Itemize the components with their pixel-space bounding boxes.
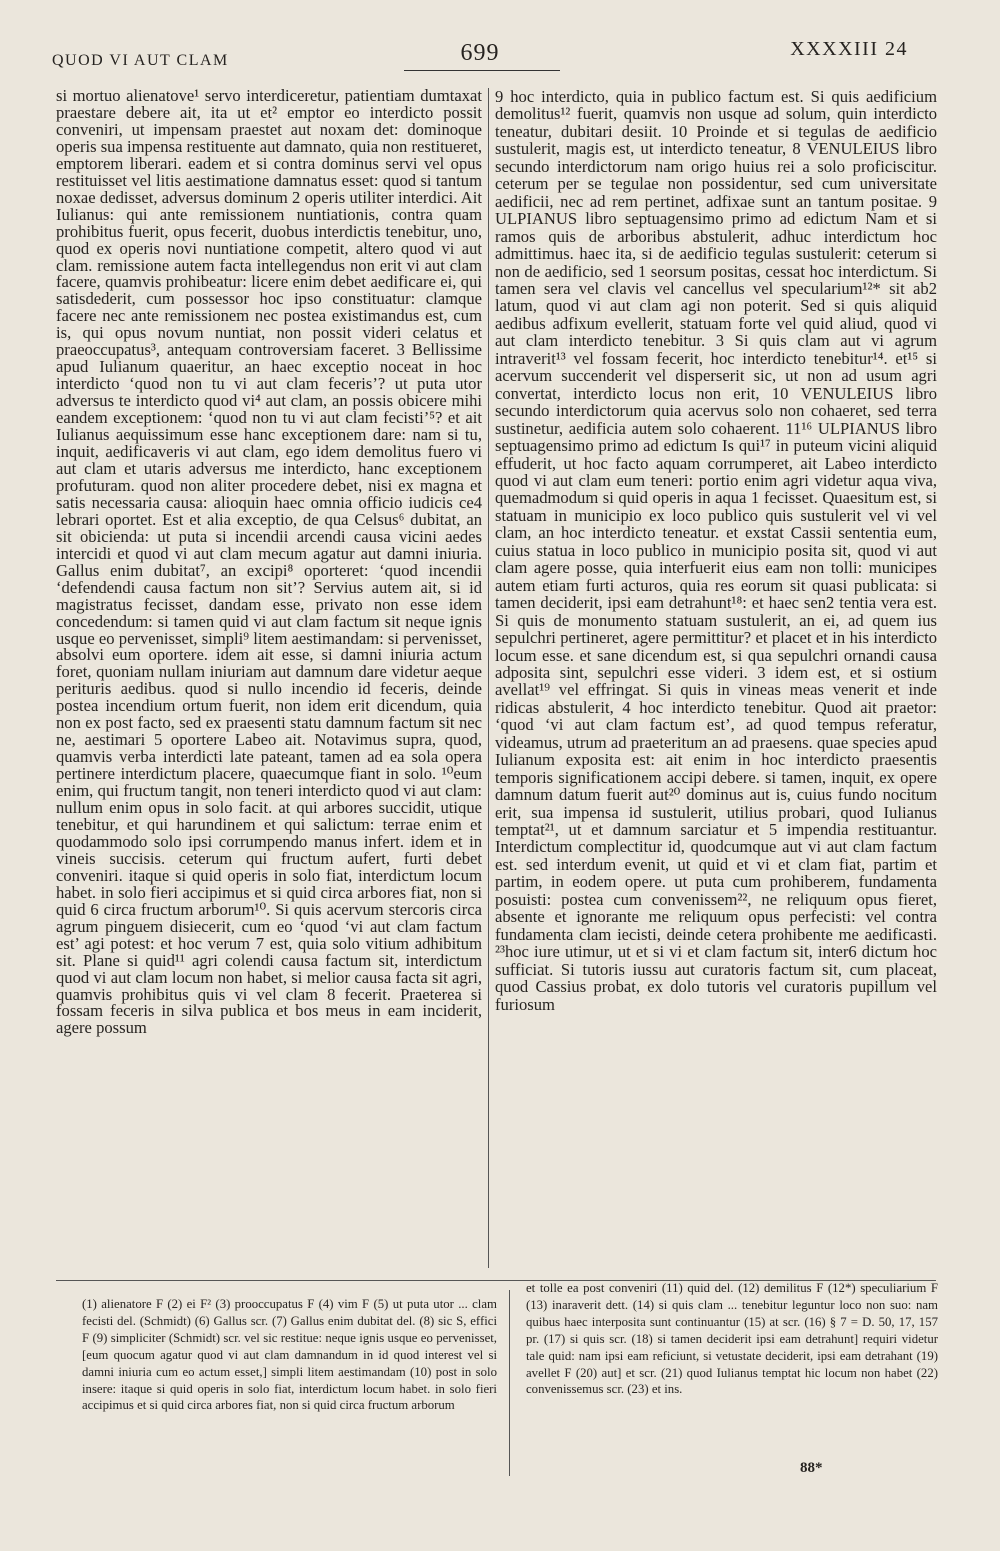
footnote-divider (509, 1290, 510, 1476)
column-divider (488, 88, 489, 1268)
footnotes-left (82, 1296, 497, 1414)
page-number: 699 (460, 40, 500, 66)
footnotes-right-text: et tolle ea post conveniri (11) quid del. (12) demilitus F (12*) speculiarium F (13) inaraverit dett. (14) si quis clam ... tenebitur leguntur loco non suo: nam quibus haec interposita sunt continuantur (15) at scr. (16) § 7 = D. 50, 17, 157 pr. (17) si quis scr. (18) si tamen deciderit ipsi eam detrahunt] requiri videtur tale quid: nam ipsi eam reficiunt, si vetustate deciderit, ipsi eam detrahant (19) avellet F (20) aut] et scr. (21) quod Iulianus temptat hic locum non habet (22) convenissemus scr. (23) et ins. (526, 1281, 938, 1397)
signature-mark: 88* (800, 1460, 823, 1476)
left-text-column (56, 88, 482, 1037)
section-reference: XXXXIII 24 (790, 38, 908, 60)
running-title: QUOD VI AUT CLAM (52, 52, 229, 69)
footnotes-left-text: (1) alienatore F (2) ei F² (3) prooccupatus F (4) vim F (5) ut puta utor ... clam fecisti del. (Schmidt) (6) Gallus scr. (7) Gallus enim dubitat del. (8) sic S, effici F (9) simpliciter (Schmidt) scr. vel sic restitue: neque ignis usque eo pervenisset, [eum quocum agatur quod vi aut clam damnandum in id quod interest vel si damni iniuria cum eo actum esset,] simpli litem aestimandam (10) post in solo insere: itaque si quid operis in solo fiat, interdictum locum habet. in solo fieri accipimus et si quid circa arbores fiat, non si quid circa fructum arborum (82, 1297, 497, 1413)
right-text-column (495, 88, 937, 1013)
right-column-text: 9 hoc interdicto, quia in publico factum est. Si quis aedificium demolitus¹² fuerit, quamvis non usque ad solum, quin interdicto teneatur, dubitari desiit. 10 Proinde et si tegulas de aedificio sustulerit, magis est, ut interdicto teneatur, 8 VENULEIUS libro secundo interdictorum nam origo huius rei a solo proficiscitur. ceterum per se tegulae non possidentur, sed cum universitate aedificii, nec ad rem pertinet, adfixae sunt an tantum positae. 9 ULPIANUS libro septuagensimo primo ad edictum Nam et si ramos quis de arboribus abstulerit, adhuc interdictum hoc admittimus. haec ita, si de aedificio tegulas sustulerit: ceterum si non de aedificio, sed 1 seorsum positas, cessat hoc interdictum. Si tamen sera vel clavis vel cancellus vel specularium¹²* sit ab2 latum, quod vi aut clam agi non poterit. Sed si quis aliquid aedibus adfixum evellerit, statuam forte vel quid aliud, quod vi aut clam interdicto tenebitur. 3 Si quis clam aut vi agrum intraverit¹³ vel fossam fecerit, hoc interdicto tenebitur¹⁴. et¹⁵ si acervum succenderit vel disperserit sic, ut non ad usum agri convertat, interdicto locus non erit, 10 VENULEIUS libro secundo interdictorum quia acervus solo non cohaeret, sed terra sustinetur, aedificia autem solo cohaerent. 11¹⁶ ULPIANUS libro septuagensimo primo ad edictum Is qui¹⁷ in puteum vicini aliquid effuderit, ut hoc facto aquam corrumperet, ait Labeo interdicto quod vi aut clam eum teneri: portio enim agri videtur aqua viva, quemadmodum si quid operis in aqua 1 fecisset. Quaesitum est, si statuam in municipio ex loco publico quis sustulerit vel vi vel clam, an hoc interdicto teneatur. et exstat Cassii sententia eum, cuius statua in loco publico in municipio posita sit, quod vi aut clam agere posse, quia interfuerit eius eam non tolli: municipes autem etiam furti acturos, quia res eorum sit quasi publicata: si tamen deciderit, ipsi eam detrahunt¹⁸: et haec sen2 tentia vera est. Si quis de monumento statuam sustulerit, an ei, ad quem ius sepulchri pertineret, agere permittitur? et placet et in his interdicto locum esse. et sane dicendum est, si qua sepulchri ornandi causa adposita sint, sepulchri esse videri. 3 idem est, et si ostium avellat¹⁹ vel effringat. Si quis in vineas meas venerit et inde ridicas abstulerit, 4 hoc interdicto tenebitur. Quod ait praetor: ‘quod ‘vi aut clam factum est’, ad quod tempus referatur, videamus, utrum ad praeteritum an ad praesens. quae species apud Iulianum exposita est: ait enim in hoc interdicto praesentis temporis significationem accipi debere. si tamen, inquit, ex opere damnum datum fuerit aut²⁰ dominus aut is, cuius fundo nocitum erit, sua impensa id sustulerit, utilius probari, quod Iulianus temptat²¹, ut et damnum sarciatur et 5 impendia restituantur. Interdictum complectitur id, quodcumque aut vi aut clam factum est. sed interdum evenit, ut quid et vi et clam fiat, partim et partim, in eodem opere. ut puta cum prohiberem, fundamenta posuisti: postea cum convenissem²², ne reliquum opus fieret, absente et ignorante me reliquum opus perfecisti: vel contra fundamenta clam iecisti, deinde cetera prohibente me aedificasti. ²³hoc iure utimur, ut et si vi et clam factum sit, inter6 dictum hoc sufficiat. Si tutoris iussu aut curatoris factum sit, cum placeat, quod Cassius probat, ex dolo tutoris vel curatoris pupillum vel furiosum (495, 87, 937, 1014)
header-rule (404, 70, 560, 71)
left-column-text: si mortuo alienatove¹ servo interdiceretur, patientiam dumtaxat praestare debere ait, ita ut et² emptor eo interdicto possit conveniri, ut impensam praestet aut noxam det: dominoque operis sua impensa restituente aut damnato, quia non restitueret, emptorem liberari. eadem et si contra dominus servi vel opus restituisset vel litis aestimatione damnatus esset: quod si tantum noxae dedisset, adversus dominum 2 operis utiliter interdici. Ait Iulianus: qui ante remissionem nuntiationis, contra quam prohibitus fuerit, opus fecerit, duobus interdictis tenebitur, uno, quod ex operis novi nuntiatione competit, altero quod vi aut clam. remissione autem facta intellegendus non erit vi aut clam facere, quamvis prohibeatur: licere enim debet aedificare ei, qui satisdederit, cum possessor hoc ipso constituatur: clamque facere nec ante remissionem nec postea existimandus est, cum is, qui opus novum nuntiat, non possit videri celatus et praeoccupatus³, antequam controversiam faceret. 3 Bellissime apud Iulianum quaeritur, an haec exceptio noceat in hoc interdicto ‘quod non tu vi aut clam feceris’? ut puta utor adversus te interdicto quod vi⁴ aut clam, an possis obicere mihi eandem exceptionem: ‘quod non tu vi aut clam fecisti’⁵? et ait Iulianus aequissimum esse hanc exceptionem dare: nam si tu, inquit, aedificaveris vi aut clam, ego idem demolitus fuero vi aut clam et utaris adversus me interdicto, hanc exceptionem profuturam. quod non aliter procedere debet, nisi ex magna et satis necessaria causa: alioquin haec omnia officio iudicis ce4 lebrari oportet. Est et alia exceptio, de qua Celsus⁶ dubitat, an sit obicienda: ut puta si incendii arcendi causa vicini aedes intercidi et quod vi aut clam mecum agatur aut damni iniuria. Gallus enim dubitat⁷, an excipi⁸ oporteret: ‘quod incendii ‘defendendi causa factum non sit’? Servius autem ait, si id magistratus fecisset, dandam esse, privato non esse idem concedendum: si tamen quid vi aut clam factum sit neque ignis usque eo pervenisset, simpli⁹ litem aestimandam: si pervenisset, absolvi eum oportere. idem ait esse, si damni iniuria actum foret, quoniam nullam iniuriam aut damnum dare videtur aeque perituris aedibus. quod si nullo incendio id feceris, deinde postea incendium ortum fuerit, non idem erit dicendum, quia non ex post facto, sed ex praesenti statu damnum factum sit nec ne, aestimari 5 oportere Labeo ait. Notavimus supra, quod, quamvis verba interdicti late pateant, tamen ad ea sola opera pertinere interdictum placere, quaecumque fiant in solo. ¹⁰eum enim, qui fructum tangit, non teneri interdicto quod vi aut clam: nullum enim opus in solo facit. at qui arbores succidit, utique tenebitur, et qui harundinem et qui salictum: terrae enim et quodammodo solo ipsi corrumpendo manus infert. idem et in vineis succisis. ceterum qui fructum aufert, furti debet conveniri. itaque si quid operis in solo fiat, interdictum locum habet. in solo fieri accipimus et si quid circa arbores fiat, non si quid 6 circa fructum arborum¹⁰. Si quis acervum stercoris circa agrum pinguem disiecerit, cum eo ‘quod ‘vi aut clam factum est’ agi potest: et hoc verum 7 est, quia solo vitium adhibitum sit. Plane si quid¹¹ agri colendi causa factum sit, interdictum quod vi aut clam locum non habet, si melior causa facta sit agri, quamvis prohibitus quis vi vel clam 8 fecerit. Praeterea si fossam feceris in silva publica et bos meus in eam inciderit, agere possum (56, 86, 482, 1038)
footnotes-right (526, 1280, 938, 1398)
